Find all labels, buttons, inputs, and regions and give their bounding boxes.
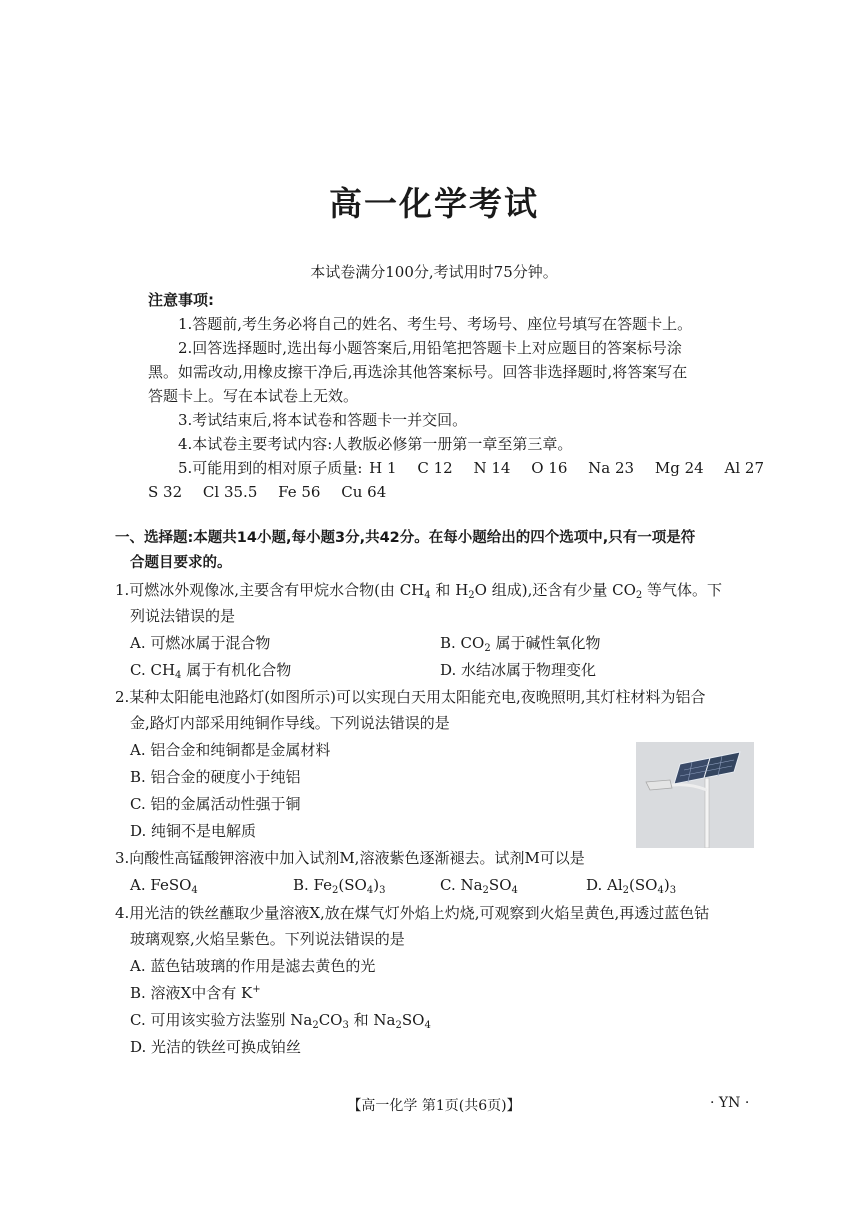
q1-option-c <box>130 660 291 680</box>
q1-b-text: B. CO <box>440 634 485 652</box>
q4-c-sub-2b: 2 <box>395 1020 402 1031</box>
q4-c-sub-4: 4 <box>424 1020 431 1031</box>
q2-option-c: C. 铝的金属活动性强于铜 <box>130 795 301 813</box>
q3-d-text: D. Al <box>586 876 623 894</box>
q1-option-d: D. 水结冰属于物理变化 <box>440 661 597 679</box>
mass-s: S 32 <box>148 483 183 501</box>
q1-stem-cont: 列说法错误的是 <box>130 607 236 625</box>
solar-street-lamp-image <box>636 742 754 848</box>
q1-sub-2b: 2 <box>635 590 643 601</box>
exam-subtitle: 本试卷满分100分,考试用时75分钟。 <box>310 263 558 281</box>
q3-d-sub-2: 2 <box>622 885 630 896</box>
q4-option-c <box>130 1010 431 1030</box>
q4-c-text-2: CO <box>318 1011 343 1029</box>
q2-stem-cont: 金,路灯内部采用纯铜作导线。下列说法错误的是 <box>130 714 450 732</box>
mass-cl: Cl 35.5 <box>202 483 258 501</box>
q3-b-sub-2: 2 <box>332 885 339 896</box>
q2-option-a: A. 铝合金和纯铜都是金属材料 <box>130 741 331 759</box>
solar-lamp-illustration <box>636 742 754 848</box>
q4-c-text: C. 可用该实验方法鉴别 Na <box>130 1011 313 1029</box>
mass-o: O 16 <box>531 459 568 477</box>
section1-heading: 一、选择题:本题共14小题,每小题3分,共42分。在每小题给出的四个选项中,只有一项是符 <box>115 530 696 546</box>
q3-option-b <box>293 875 385 895</box>
mass-cu: Cu 64 <box>341 483 387 501</box>
q3-option-c <box>440 875 518 895</box>
q3-b-text-2: (SO <box>338 876 367 894</box>
q1-sub-2a: 2 <box>468 590 475 601</box>
q1-stem <box>115 580 722 600</box>
mass-c: C 12 <box>417 459 453 477</box>
q1-b-sub: 2 <box>484 643 491 654</box>
q4-option-a: A. 蓝色钴玻璃的作用是滤去黄色的光 <box>130 957 376 975</box>
q3-c-sub-4: 4 <box>511 885 518 896</box>
q3-c-sub-2: 2 <box>482 885 489 896</box>
notice-item-5 <box>178 458 764 478</box>
q3-b-text-3: ) <box>373 876 380 894</box>
mass-fe: Fe 56 <box>278 483 321 501</box>
q4-c-text-4: SO <box>401 1011 425 1029</box>
q3-stem: 3.向酸性高锰酸钾溶液中加入试剂M,溶液紫色逐渐褪去。试剂M可以是 <box>115 849 585 867</box>
q1-option-b <box>440 633 601 653</box>
q3-b-text: B. Fe <box>293 876 333 894</box>
q3-c-text-2: SO <box>488 876 512 894</box>
mass-na: Na 23 <box>588 459 635 477</box>
mass-n: N 14 <box>473 459 511 477</box>
notice-item-3: 3.考试结束后,将本试卷和答题卡一并交回。 <box>178 411 468 429</box>
mass-h: H 1 <box>369 459 397 477</box>
q3-b-sub-3: 3 <box>379 885 386 896</box>
q3-option-d <box>586 875 676 895</box>
q1-option-a: A. 可燃冰属于混合物 <box>130 634 271 652</box>
q1-c-text-2: 属于有机化合物 <box>186 661 292 679</box>
q1-text-1: 1.可燃冰外观像冰,主要含有甲烷水合物(由 CH <box>115 581 425 599</box>
q1-text-2: 和 H <box>435 581 469 599</box>
q3-d-sub-4: 4 <box>657 885 664 896</box>
notice-item-2-end: 答题卡上。写在本试卷上无效。 <box>148 387 359 405</box>
q4-c-sub-2a: 2 <box>312 1020 319 1031</box>
q2-option-b: B. 铝合金的硬度小于纯铝 <box>130 768 301 786</box>
mass-al: Al 27 <box>724 459 764 477</box>
q3-d-text-2: (SO <box>629 876 658 894</box>
q1-c-text: C. CH <box>130 661 176 679</box>
q1-sub-4: 4 <box>424 590 431 601</box>
q4-b-text: B. 溶液X中含有 K <box>130 984 253 1002</box>
q1-c-sub: 4 <box>175 670 182 681</box>
notice-heading: 注意事项: <box>148 291 214 309</box>
q1-text-3: O 组成),还含有少量 CO <box>474 581 636 599</box>
q3-b-sub-4: 4 <box>366 885 374 896</box>
q4-stem: 4.用光洁的铁丝蘸取少量溶液X,放在煤气灯外焰上灼烧,可观察到火焰呈黄色,再透过蓝色钴 <box>115 904 710 922</box>
q3-option-a <box>130 875 198 895</box>
q4-c-sub-3: 3 <box>342 1020 349 1031</box>
q4-option-d: D. 光洁的铁丝可换成铂丝 <box>130 1038 302 1056</box>
mass-mg: Mg 24 <box>654 459 704 477</box>
notice-item-2: 2.回答选择题时,选出每小题答案后,用铅笔把答题卡上对应题目的答案标号涂 <box>178 339 682 357</box>
notice-item-1: 1.答题前,考生务必将自己的姓名、考生号、考场号、座位号填写在答题卡上。 <box>178 315 693 333</box>
q4-option-b <box>130 983 261 1003</box>
q2-stem: 2.某种太阳能电池路灯(如图所示)可以实现白天用太阳能充电,夜晚照明,其灯柱材料为铝合 <box>115 688 706 706</box>
section1-heading-cont: 合题目要求的。 <box>130 555 232 571</box>
notice-item-5-label: 5.可能用到的相对原子质量: <box>178 459 363 477</box>
q3-c-text: C. Na <box>440 876 483 894</box>
exam-title: 高一化学考试 <box>329 184 539 223</box>
q3-a-sub: 4 <box>191 885 198 896</box>
notice-item-4: 4.本试卷主要考试内容:人教版必修第一册第一章至第三章。 <box>178 435 573 453</box>
page-footer: 【高一化学 第1页(共6页)】 <box>347 1098 521 1114</box>
q4-b-sup: + <box>252 984 261 995</box>
footer-code: · YN · <box>710 1095 750 1111</box>
q3-d-text-3: ) <box>663 876 670 894</box>
notice-item-2-cont: 黑。如需改动,用橡皮擦干净后,再选涂其他答案标号。回答非选择题时,将答案写在 <box>148 363 688 381</box>
q3-d-sub-3: 3 <box>669 885 677 896</box>
q4-stem-cont: 玻璃观察,火焰呈紫色。下列说法错误的是 <box>130 930 405 948</box>
notice-item-5-cont <box>148 482 386 502</box>
q1-text-4: 等气体。下 <box>647 581 723 599</box>
q1-b-text-2: 属于碱性氧化物 <box>495 634 601 652</box>
q2-option-d: D. 纯铜不是电解质 <box>130 822 257 840</box>
q3-a-text: A. FeSO <box>130 876 192 894</box>
q4-c-text-3: 和 Na <box>353 1011 396 1029</box>
